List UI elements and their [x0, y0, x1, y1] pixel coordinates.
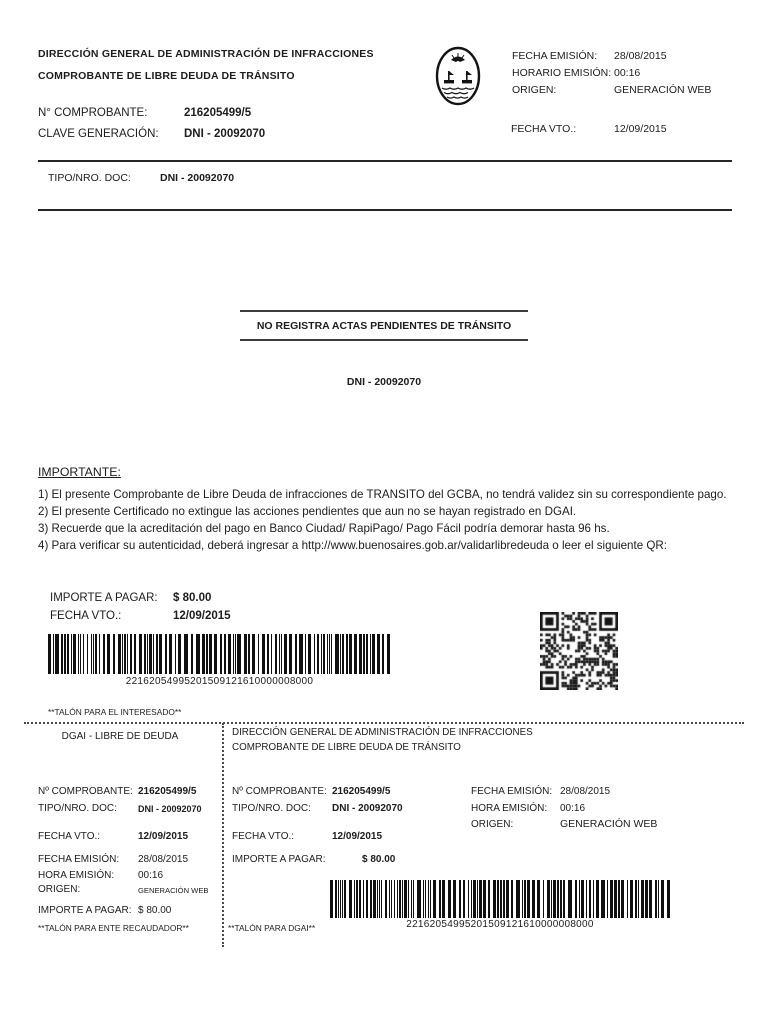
talon-main-origen-label: ORIGEN:	[471, 819, 514, 830]
talon-left-hora-emision-label: HORA EMISIÓN:	[38, 870, 115, 881]
barcode-bottom	[330, 880, 670, 918]
clave-generacion-value: DNI - 20092070	[184, 128, 266, 140]
barcode-top	[48, 634, 391, 674]
talon-main-fecha-vto-value: 12/09/2015	[332, 831, 383, 842]
origen-value: GENERACIÓN WEB	[614, 84, 712, 96]
status-box: NO REGISTRA ACTAS PENDIENTES DE TRÁNSITO	[240, 310, 528, 341]
importante-list	[38, 486, 746, 554]
talon-main-title-line1: DIRECCIÓN GENERAL DE ADMINISTRACIÓN DE INFRACCIONES	[232, 727, 533, 738]
fecha-vto-label: FECHA VTO.:	[511, 123, 577, 135]
talon-left-importe-label: IMPORTE A PAGAR:	[38, 905, 132, 916]
talon-main-tipo-doc-label: TIPO/NRO. DOC:	[232, 803, 311, 814]
talon-left-fecha-emision-label: FECHA EMISIÓN:	[38, 854, 120, 865]
fecha-emision-label: FECHA EMISIÓN:	[512, 50, 598, 62]
talon-recaudador-label: **TALÓN PARA ENTE RECAUDADOR**	[38, 923, 189, 933]
importante-item-4: 4) Para verificar su autenticidad, deberá ingresar a http://www.buenosaires.gob.ar/validarlibredeuda o leer el siguiente QR:	[38, 539, 667, 552]
importante-item-2: 2) El presente Certificado no extingue las acciones pendientes que aun no se hayan registrado en DGAI.	[38, 505, 577, 518]
nro-comprobante-label: N° COMPROBANTE:	[38, 107, 148, 119]
importe-value: $ 80.00	[173, 592, 212, 604]
cut-line-horizontal	[24, 722, 744, 724]
importante-item-3: 3) Recuerde que la acreditación del pago en Banco Ciudad/ RapiPago/ Pago Fácil podría demorar hasta 96 hs.	[38, 522, 610, 535]
clave-generacion-label: CLAVE GENERACIÓN:	[38, 128, 159, 140]
nro-comprobante-value: 216205499/5	[184, 107, 252, 119]
document-title-line2: COMPROBANTE DE LIBRE DEUDA DE TRÁNSITO	[38, 70, 295, 82]
fecha-vto-value: 12/09/2015	[614, 123, 667, 135]
dni-line: DNI - 20092070	[346, 376, 422, 388]
talon-interesado-label: **TALÓN PARA EL INTERESADO**	[48, 707, 182, 717]
pago-fecha-vto-value: 12/09/2015	[173, 610, 231, 622]
talon-main-fecha-vto-label: FECHA VTO.:	[232, 831, 295, 842]
tipo-doc-label: TIPO/NRO. DOC:	[48, 172, 131, 184]
talon-left-fecha-emision-value: 28/08/2015	[138, 854, 189, 865]
talon-main-importe-value: $ 80.00	[362, 854, 396, 865]
importante-heading: IMPORTANTE:	[38, 465, 121, 479]
origen-label: ORIGEN:	[512, 84, 557, 96]
talon-main-fecha-emision-label: FECHA EMISIÓN:	[471, 786, 553, 797]
importante-item-1: 1) El presente Comprobante de Libre Deuda de infracciones de TRANSITO del GCBA, no tendrá validez sin su correspondiente pago.	[38, 488, 727, 501]
barcode-top-number: 22162054995201509121610000008000	[125, 676, 314, 687]
document-title-line1: DIRECCIÓN GENERAL DE ADMINISTRACIÓN DE INFRACCIONES	[38, 48, 374, 60]
talon-left-importe-value: $ 80.00	[138, 905, 172, 916]
talon-left-origen-value: GENERACIÓN WEB	[138, 886, 209, 895]
talon-main-hora-emision-value: 00:16	[560, 803, 586, 814]
tipo-doc-value: DNI - 20092070	[160, 172, 235, 184]
horizontal-rule-bottom	[38, 209, 732, 211]
barcode-bottom-number: 22162054995201509121610000008000	[406, 919, 594, 930]
talon-main-comprobante-label: Nº COMPROBANTE:	[232, 786, 327, 797]
buenos-aires-seal-icon	[435, 46, 481, 111]
talon-left-comprobante-label: Nº COMPROBANTE:	[38, 786, 133, 797]
horizontal-rule-top	[38, 160, 732, 162]
pago-fecha-vto-label: FECHA VTO.:	[50, 610, 122, 622]
qr-code	[540, 612, 618, 690]
talon-left-fecha-vto-value: 12/09/2015	[138, 831, 189, 842]
horario-emision-value: 00:16	[614, 67, 641, 79]
talon-left-title: DGAI - LIBRE DE DEUDA	[61, 731, 179, 742]
cut-line-vertical	[222, 723, 224, 947]
talon-main-origen-value: GENERACIÓN WEB	[560, 818, 658, 830]
talon-left-origen-label: ORIGEN:	[38, 884, 81, 895]
talon-dgai-label: **TALÓN PARA DGAI**	[228, 923, 316, 933]
talon-left-tipo-doc-value: DNI - 20092070	[138, 804, 202, 814]
talon-left-hora-emision-value: 00:16	[138, 870, 164, 881]
talon-main-hora-emision-label: HORA EMISIÓN:	[471, 803, 548, 814]
importe-label: IMPORTE A PAGAR:	[50, 592, 158, 604]
fecha-emision-value: 28/08/2015	[614, 50, 667, 62]
talon-left-tipo-doc-label: TIPO/NRO. DOC:	[38, 803, 117, 814]
talon-left-fecha-vto-label: FECHA VTO.:	[38, 831, 101, 842]
horario-emision-label: HORARIO EMISIÓN:	[512, 67, 612, 79]
talon-main-title-line2: COMPROBANTE DE LIBRE DEUDA DE TRÁNSITO	[232, 742, 461, 753]
talon-main-tipo-doc-value: DNI - 20092070	[332, 803, 403, 814]
talon-main-importe-label: IMPORTE A PAGAR:	[232, 854, 326, 865]
talon-main-comprobante-value: 216205499/5	[332, 786, 391, 797]
talon-main-fecha-emision-value: 28/08/2015	[560, 786, 611, 797]
talon-left-comprobante-value: 216205499/5	[138, 786, 197, 797]
